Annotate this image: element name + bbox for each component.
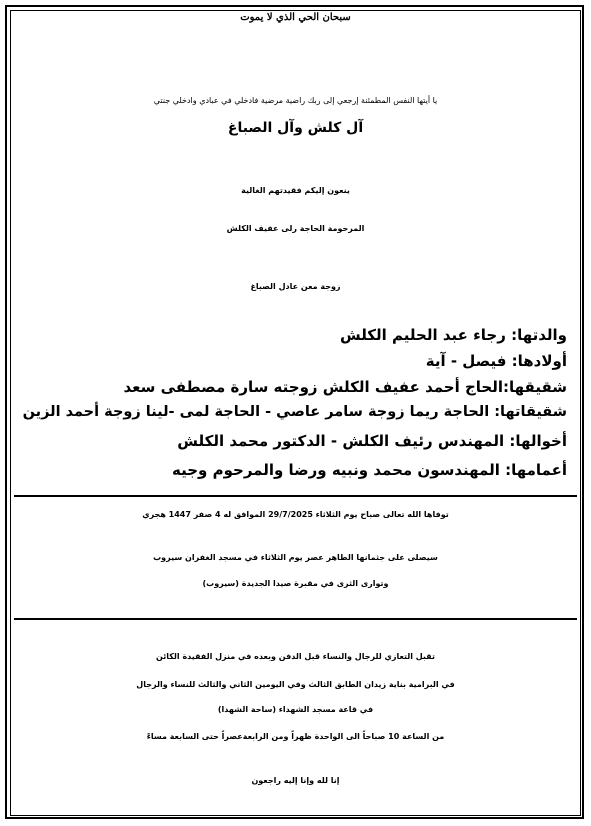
condolence-line: تقبل التعازي للرجال والنساء قبل الدفن وبعده في منزل الفقيدة الكائن bbox=[156, 652, 435, 661]
family-names: آل كلش وآل الصباغ bbox=[227, 120, 364, 136]
relative-brother: شقيقها:الحاج أحمد عفيف الكلش زوجته سارة مصطفى سعد bbox=[123, 378, 567, 396]
relative-mother: والدتها: رجاء عبد الحليم الكلش bbox=[339, 326, 567, 344]
relative-maternal-uncles: أخوالها: المهندس رئيف الكلش - الدكتور محمد الكلش bbox=[177, 432, 567, 450]
spouse-line: زوجة معن عادل الصباغ bbox=[250, 282, 341, 291]
divider bbox=[14, 618, 577, 620]
quran-verse: يا أيتها النفس المطمئنة إرجعي إلى ربك راضية مرضية فادخلي في عبادي وادخلي جنتي bbox=[153, 96, 438, 105]
condolence-line: في البرامية بناية زيدان الطابق الثالث وفي اليومين الثاني والثالث للنساء والرجال bbox=[136, 680, 455, 689]
relative-sisters: شقيقاتها: الحاجة ريما زوجة سامر عاصي - الحاجة لمى -لينا زوجة أحمد الزين bbox=[22, 404, 567, 420]
announcement-line: ينعون إليكم فقيدتهم الغالية bbox=[241, 186, 350, 195]
condolence-line: في قاعة مسجد الشهداء (ساحة الشهدا) bbox=[217, 705, 374, 714]
condolence-hours-line: من الساعة 10 صباحاً الى الواحدة ظهراً ومن الرابعةعصراً حتى السابعة مساءً bbox=[146, 732, 445, 741]
relative-paternal-uncles: أعمامها: المهندسون محمد ونبيه ورضا والمرحوم وجيه bbox=[172, 461, 567, 479]
death-notice: توفاها الله تعالى صباح يوم الثلاثاء 29/7/2025 الموافق له 4 صفر 1447 هجري bbox=[142, 510, 449, 519]
burial-line: وتوارى الثرى في مقبرة صيدا الجديدة (سيروب) bbox=[202, 579, 389, 588]
divider bbox=[14, 495, 577, 497]
deceased-name: المرحومة الحاجة رلى عفيف الكلش bbox=[226, 224, 365, 233]
relative-children: أولادها: فيصل - آية bbox=[425, 352, 567, 370]
calligraphy-heading: سبحان الحي الذي لا يموت bbox=[240, 12, 351, 23]
closing-verse: إنا لله وإنا إليه راجعون bbox=[251, 776, 340, 785]
funeral-prayer-line: سيصلى على جثمانها الطاهر عصر يوم الثلاثاء في مسجد الغفران سيروب bbox=[153, 553, 438, 562]
